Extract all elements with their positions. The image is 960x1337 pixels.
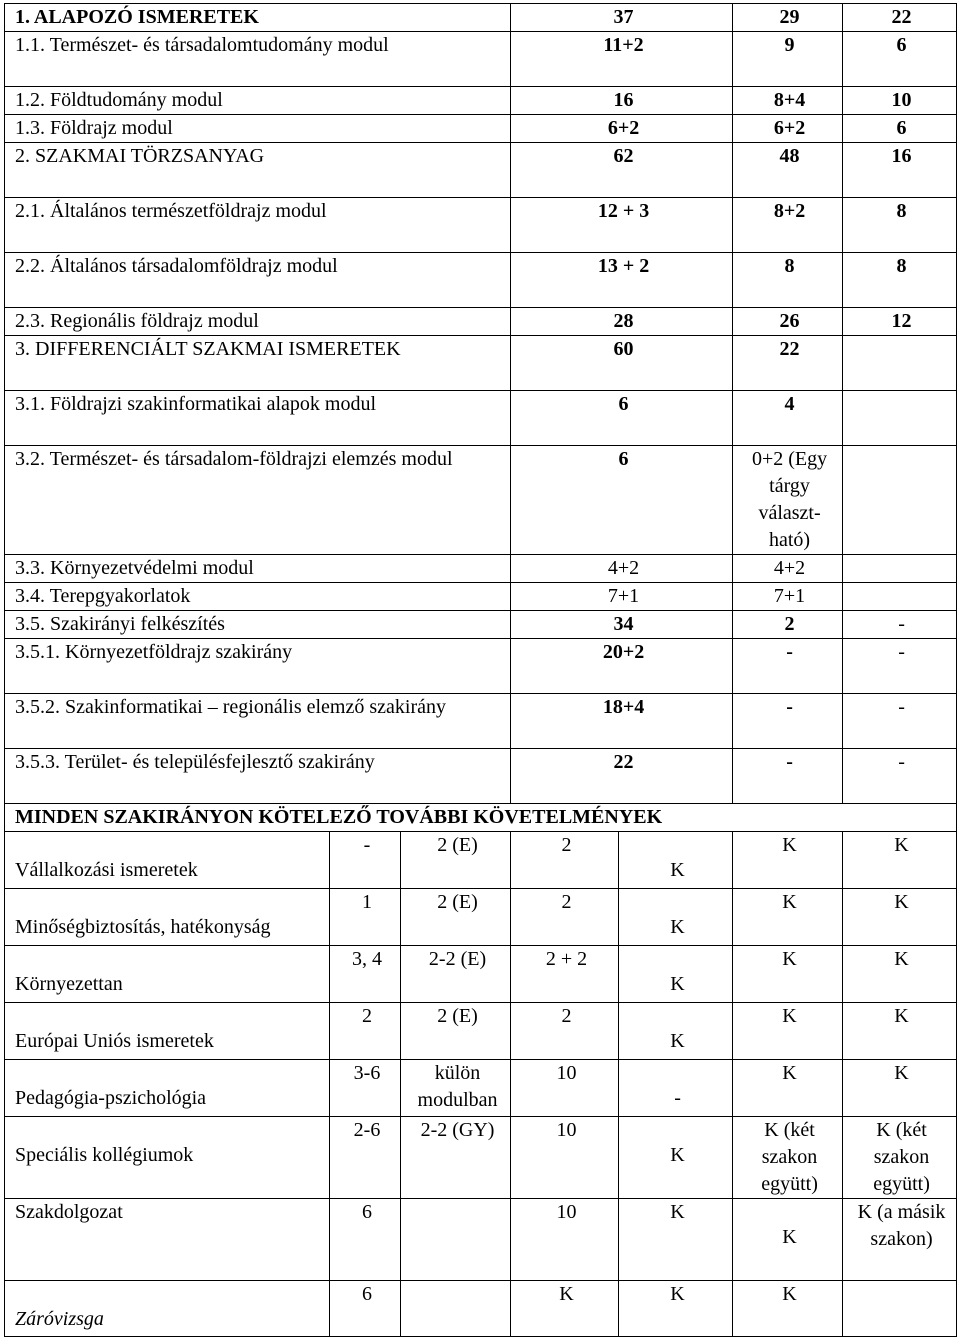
semester-value: 11+2 [511, 32, 733, 87]
requirement-c [511, 946, 619, 1003]
requirement-name: Speciális kollégiumok [15, 1144, 194, 1166]
requirement-c-value: 2 + 2 [545, 948, 588, 970]
semester-value: 34 [511, 611, 733, 639]
table-row [5, 1003, 957, 1060]
table-row [5, 87, 957, 115]
table-row [5, 308, 957, 336]
requirement-b [401, 946, 511, 1003]
table-row [5, 639, 957, 694]
requirement-e-value: K [782, 1005, 797, 1027]
semester-value: 6 [511, 446, 733, 555]
credit-value: 8+2 [733, 198, 843, 253]
requirement-d-value: K [670, 1144, 685, 1166]
requirement-b-value: 2-2 (GY) [420, 1119, 495, 1141]
credit-value: 6+2 [733, 115, 843, 143]
requirement-a-value: 3, 4 [352, 948, 382, 970]
requirement-c [511, 1060, 619, 1117]
section-header: MINDEN SZAKIRÁNYON KÖTELEZŐ TOVÁBBI KÖVETELMÉNYEK [5, 804, 957, 832]
requirement-name: Európai Uniós ismeretek [15, 1030, 214, 1052]
credit-value: 48 [733, 143, 843, 198]
zarovizsga-b [401, 1281, 511, 1337]
row-label: 3. DIFFERENCIÁLT SZAKMAI ISMERETEK [5, 336, 511, 391]
requirement-name: Minőségbiztosítás, hatékonyság [15, 916, 271, 938]
requirement-a [330, 889, 401, 946]
row-label: 3.3. Környezetvédelmi modul [5, 555, 511, 583]
requirement-f-value: K [894, 1062, 909, 1084]
requirement-a-value: - [363, 834, 371, 856]
hours-value: 12 [843, 308, 957, 336]
hours-value: 6 [843, 32, 957, 87]
semester-value: 22 [511, 749, 733, 804]
requirement-b-value: 2 (E) [437, 834, 478, 856]
semester-value: 6 [511, 391, 733, 446]
credit-value: 8+4 [733, 87, 843, 115]
row-label: 2.1. Általános természetföldrajz modul [5, 198, 511, 253]
semester-value: 13 + 2 [511, 253, 733, 308]
credit-value: 22 [733, 336, 843, 391]
table-row [5, 749, 957, 804]
requirement-label [5, 946, 330, 1003]
table-row [5, 32, 957, 87]
requirement-e-value: K [782, 948, 797, 970]
requirement-d-value: K [670, 859, 685, 881]
hours-value [843, 336, 957, 391]
row-label: 3.5.2. Szakinformatikai – regionális elemző szakirány [5, 694, 511, 749]
szakdolgozat-label: Szakdolgozat [5, 1199, 330, 1281]
requirement-b [401, 1117, 511, 1199]
requirement-label [5, 889, 330, 946]
requirement-e-value: K [782, 891, 797, 913]
semester-value: 60 [511, 336, 733, 391]
semester-value: 62 [511, 143, 733, 198]
hours-value [843, 391, 957, 446]
requirement-b [401, 1060, 511, 1117]
row-label: 3.1. Földrajzi szakinformatikai alapok modul [5, 391, 511, 446]
requirement-e-value: K [782, 834, 797, 856]
row-label: 2.2. Általános társadalomföldrajz modul [5, 253, 511, 308]
hours-value: 22 [843, 4, 957, 32]
requirement-f-value: K [894, 1005, 909, 1027]
requirement-b-value: 2-2 (E) [428, 948, 487, 970]
requirement-label [5, 1060, 330, 1117]
credit-value: 0+2 (Egy tárgy választ-ható) [733, 446, 843, 555]
requirement-f [843, 1003, 957, 1060]
requirement-f [843, 1117, 957, 1199]
semester-value: 20+2 [511, 639, 733, 694]
table-row [5, 611, 957, 639]
row-label: 2.3. Regionális földrajz modul [5, 308, 511, 336]
requirement-b [401, 1003, 511, 1060]
zarovizsga-name: Záróvizsga [15, 1308, 104, 1330]
row-label: 1.2. Földtudomány modul [5, 87, 511, 115]
requirement-a [330, 946, 401, 1003]
hours-value: 8 [843, 253, 957, 308]
requirement-d [619, 889, 733, 946]
hours-value: - [843, 749, 957, 804]
table-row [5, 1117, 957, 1199]
table-row [5, 143, 957, 198]
credit-value: 4+2 [733, 555, 843, 583]
zarovizsga-f [843, 1281, 957, 1337]
requirement-a-value: 3-6 [353, 1062, 381, 1084]
requirement-e [733, 832, 843, 889]
table-row [5, 1199, 957, 1281]
row-label: 3.2. Természet- és társadalom-földrajzi elemzés modul [5, 446, 511, 555]
requirement-c-value: 10 [556, 1119, 577, 1141]
credit-value: - [733, 639, 843, 694]
requirement-c [511, 889, 619, 946]
requirement-f-value: K (két szakon együtt) [873, 1119, 930, 1195]
section-header-row [5, 804, 957, 832]
table-row [5, 391, 957, 446]
requirement-b-value: 2 (E) [437, 891, 478, 913]
row-label: 1.3. Földrajz modul [5, 115, 511, 143]
requirement-d-value: - [674, 1087, 681, 1109]
requirement-f [843, 946, 957, 1003]
requirement-a-value: 1 [362, 891, 372, 913]
credit-value: 7+1 [733, 583, 843, 611]
table-row [5, 583, 957, 611]
credit-value: - [733, 749, 843, 804]
requirements-table [4, 3, 957, 1337]
requirement-f [843, 889, 957, 946]
table-row [5, 1060, 957, 1117]
szakdolgozat-b [401, 1199, 511, 1281]
requirement-f-value: K [894, 891, 909, 913]
requirement-d-value: K [670, 1030, 685, 1052]
requirement-e-value: K (két szakon együtt) [761, 1119, 818, 1195]
szakdolgozat-e [733, 1199, 843, 1281]
table-row [5, 198, 957, 253]
requirement-f [843, 832, 957, 889]
hours-value: 8 [843, 198, 957, 253]
credit-value: 29 [733, 4, 843, 32]
requirement-f-value: K [894, 834, 909, 856]
requirement-name: Környezettan [15, 973, 123, 995]
requirement-e [733, 1003, 843, 1060]
semester-value: 28 [511, 308, 733, 336]
table-row [5, 946, 957, 1003]
semester-value: 4+2 [511, 555, 733, 583]
semester-value: 18+4 [511, 694, 733, 749]
hours-value [843, 555, 957, 583]
hours-value: 6 [843, 115, 957, 143]
row-label: 3.4. Terepgyakorlatok [5, 583, 511, 611]
table-row [5, 446, 957, 555]
credit-value: 8 [733, 253, 843, 308]
requirement-a [330, 832, 401, 889]
zarovizsga-a: 6 [330, 1281, 401, 1337]
table-row [5, 555, 957, 583]
hours-value: - [843, 611, 957, 639]
row-label: 1.1. Természet- és társadalomtudomány modul [5, 32, 511, 87]
requirement-name: Vállalkozási ismeretek [15, 859, 198, 881]
table-row [5, 694, 957, 749]
table-row [5, 889, 957, 946]
requirement-b-value: külön modulban [417, 1062, 498, 1111]
requirement-e [733, 1117, 843, 1199]
requirement-e-value: K [782, 1062, 797, 1084]
requirement-d [619, 1003, 733, 1060]
requirement-label [5, 832, 330, 889]
zarovizsga-e: K [733, 1281, 843, 1337]
requirement-a-value: 2 [362, 1005, 372, 1027]
semester-value: 16 [511, 87, 733, 115]
hours-value: 10 [843, 87, 957, 115]
table-row [5, 115, 957, 143]
hours-value: - [843, 639, 957, 694]
semester-value: 37 [511, 4, 733, 32]
requirement-c [511, 832, 619, 889]
requirement-e [733, 889, 843, 946]
table-row [5, 336, 957, 391]
row-label: 2. SZAKMAI TÖRZSANYAG [5, 143, 511, 198]
requirement-a-value: 2-6 [353, 1119, 381, 1141]
credit-value: 2 [733, 611, 843, 639]
credit-value: 26 [733, 308, 843, 336]
requirement-f [843, 1060, 957, 1117]
row-label: 3.5.3. Terület- és településfejlesztő szakirány [5, 749, 511, 804]
requirement-c [511, 1003, 619, 1060]
requirement-name: Pedagógia-pszichológia [15, 1087, 207, 1109]
szakdolgozat-a: 6 [330, 1199, 401, 1281]
requirement-a [330, 1060, 401, 1117]
requirement-c-value: 2 [561, 1005, 572, 1027]
row-label: 3.5.1. Környezetföldrajz szakirány [5, 639, 511, 694]
requirement-d [619, 1117, 733, 1199]
requirement-b [401, 889, 511, 946]
semester-value: 6+2 [511, 115, 733, 143]
szakdolgozat-f: K (a másik szakon) [843, 1199, 957, 1281]
requirement-label [5, 1117, 330, 1199]
hours-value: - [843, 694, 957, 749]
requirement-c-value: 10 [556, 1062, 577, 1084]
requirement-label [5, 1003, 330, 1060]
table-row [5, 832, 957, 889]
row-label: 1. ALAPOZÓ ISMERETEK [5, 4, 511, 32]
semester-value: 12 + 3 [511, 198, 733, 253]
requirement-b-value: 2 (E) [437, 1005, 478, 1027]
table-row [5, 1281, 957, 1337]
table-row [5, 4, 957, 32]
requirement-f-value: K [894, 948, 909, 970]
zarovizsga-label [5, 1281, 330, 1337]
szakdolgozat-c: 10 [511, 1199, 619, 1281]
requirement-d [619, 1060, 733, 1117]
requirement-e [733, 1060, 843, 1117]
requirement-c [511, 1117, 619, 1199]
requirement-b [401, 832, 511, 889]
credit-value: - [733, 694, 843, 749]
szakdolgozat-e-value: K [782, 1226, 797, 1248]
requirement-d [619, 832, 733, 889]
credit-value: 9 [733, 32, 843, 87]
requirement-c-value: 2 [561, 891, 572, 913]
hours-value [843, 446, 957, 555]
szakdolgozat-d: K [619, 1199, 733, 1281]
credit-value: 4 [733, 391, 843, 446]
requirement-d [619, 946, 733, 1003]
zarovizsga-d: K [619, 1281, 733, 1337]
requirement-e [733, 946, 843, 1003]
requirement-d-value: K [670, 973, 685, 995]
requirement-a [330, 1003, 401, 1060]
requirement-c-value: 2 [561, 834, 572, 856]
semester-value: 7+1 [511, 583, 733, 611]
zarovizsga-c: K [511, 1281, 619, 1337]
requirement-d-value: K [670, 916, 685, 938]
hours-value: 16 [843, 143, 957, 198]
table-row [5, 253, 957, 308]
requirement-a [330, 1117, 401, 1199]
row-label: 3.5. Szakirányi felkészítés [5, 611, 511, 639]
hours-value [843, 583, 957, 611]
